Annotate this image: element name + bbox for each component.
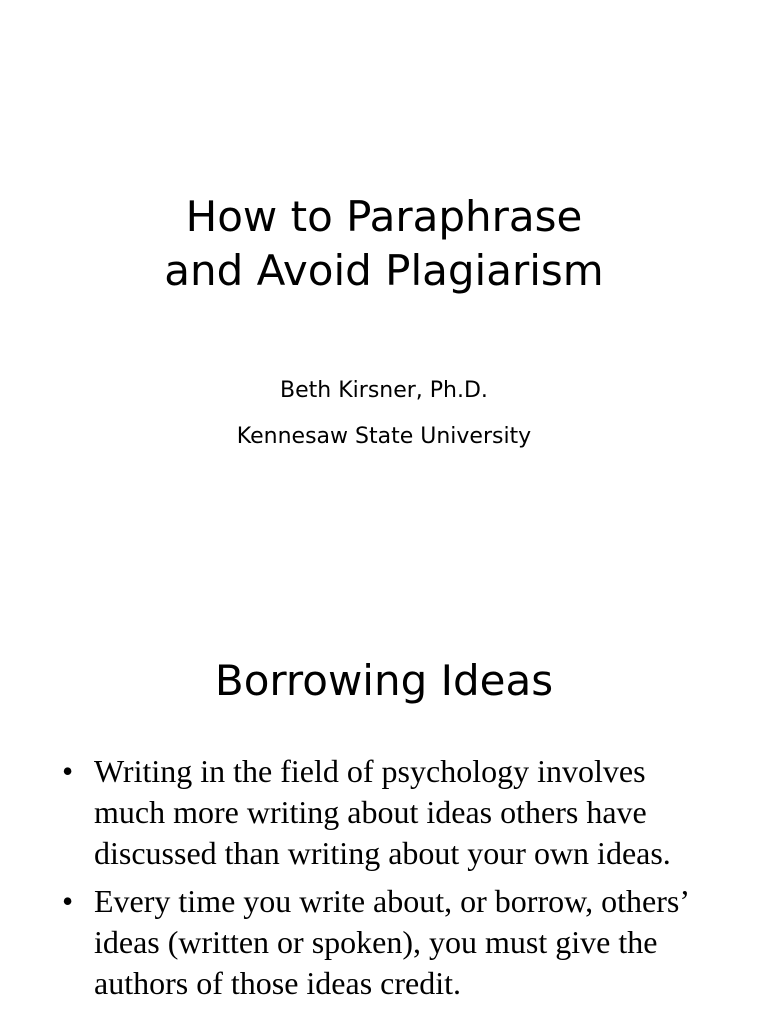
bullet-item — [0, 751, 768, 874]
author-name: Beth Kirsner, Ph.D. — [280, 378, 488, 403]
slide-title: Borrowing Ideas — [214, 656, 554, 705]
content-slide — [0, 576, 768, 1024]
bullet-icon: • — [62, 753, 74, 789]
bullet-item — [0, 881, 768, 1004]
slide-title-line: and Avoid Plagiarism — [164, 246, 604, 295]
author-affiliation: Kennesaw State University — [236, 424, 532, 449]
bullet-text: Every time you write about, or borrow, others’ ideas (written or spoken), you must give the authors of those ideas credit. — [94, 883, 688, 1001]
slide-title — [0, 190, 768, 298]
bullet-list — [0, 751, 768, 1011]
bullet-text: Writing in the field of psychology involves much more writing about ideas others have discussed than writing about your own ideas. — [94, 753, 671, 871]
slide-title-line: How to Paraphrase — [185, 192, 583, 241]
bullet-icon: • — [62, 883, 74, 919]
